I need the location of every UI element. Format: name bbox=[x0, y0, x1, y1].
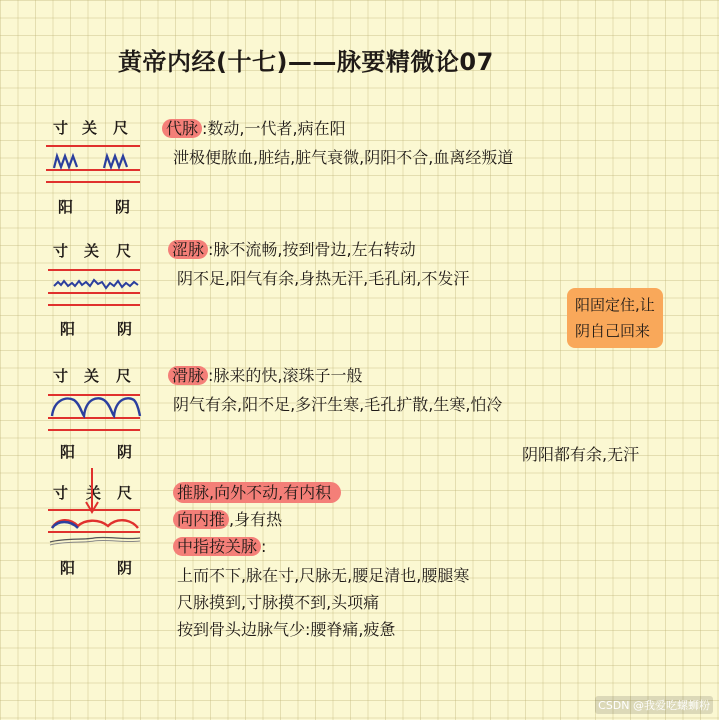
se-line2: 阴不足,阳气有余,身热无汗,毛孔闭,不发汗 bbox=[177, 269, 470, 288]
label-guan: 关 bbox=[86, 484, 102, 502]
tui-line3: 中指按关脉 : bbox=[173, 537, 266, 557]
tui-line1: 推脉,向外不动,有内积 bbox=[173, 483, 341, 503]
tui-line4: 上而不下,脉在寸,尺脉无,腰足清也,腰腿寒 bbox=[177, 566, 470, 585]
pulse-diagram-hua bbox=[44, 386, 144, 436]
pulse-diagram-se bbox=[44, 262, 144, 312]
hua-line1: 滑脉 :脉来的快,滚珠子一般 bbox=[168, 366, 363, 386]
label-yin: 阴 bbox=[117, 559, 133, 577]
label-guan: 关 bbox=[82, 119, 98, 137]
label-yin: 阴 bbox=[115, 198, 131, 216]
label-chi: 尺 bbox=[116, 367, 132, 385]
label-yang: 阳 bbox=[60, 320, 76, 338]
label-chi: 尺 bbox=[116, 242, 132, 260]
dai-term: 代脉 bbox=[162, 119, 202, 138]
hua-term: 滑脉 bbox=[168, 366, 208, 385]
dai-line2: 泄极便脓血,脏结,脏气衰微,阴阳不合,血离经叛道 bbox=[173, 148, 514, 167]
pulse-diagram-tui bbox=[44, 466, 144, 550]
label-chi: 尺 bbox=[117, 484, 133, 502]
hua-side-note: 阴阳都有余,无汗 bbox=[522, 445, 640, 464]
label-chi: 尺 bbox=[113, 119, 129, 137]
label-cun: 寸 bbox=[53, 119, 69, 137]
label-yang: 阳 bbox=[60, 443, 76, 461]
pulse-diagram-dai bbox=[44, 140, 144, 192]
dai-line1: 代脉 :数动,一代者,病在阳 bbox=[162, 119, 346, 139]
watermark: CSDN @我爱吃螺蛳粉 bbox=[595, 696, 713, 714]
label-yang: 阳 bbox=[60, 559, 76, 577]
label-cun: 寸 bbox=[53, 367, 69, 385]
tui-line6: 按到骨头边脉气少:腰脊痛,疲惫 bbox=[177, 620, 396, 639]
se-term: 涩脉 bbox=[168, 240, 208, 259]
label-guan: 关 bbox=[84, 242, 100, 260]
tui-line5: 尺脉摸到,寸脉摸不到,头项痛 bbox=[177, 593, 380, 612]
label-yin: 阴 bbox=[117, 443, 133, 461]
label-guan: 关 bbox=[84, 367, 100, 385]
page-title: 黄帝内经(十七)——脉要精微论07 bbox=[118, 48, 494, 76]
label-cun: 寸 bbox=[53, 484, 69, 502]
label-yang: 阳 bbox=[58, 198, 74, 216]
label-yin: 阴 bbox=[117, 320, 133, 338]
tui-line2: 向内推 ,身有热 bbox=[173, 510, 282, 530]
se-line1: 涩脉 :脉不流畅,按到骨边,左右转动 bbox=[168, 240, 416, 260]
label-cun: 寸 bbox=[53, 242, 69, 260]
note-box: 阳固定住,让 阴自己回来 bbox=[567, 288, 663, 348]
hua-line2: 阴气有余,阳不足,多汗生寒,毛孔扩散,生寒,怕冷 bbox=[173, 395, 503, 414]
